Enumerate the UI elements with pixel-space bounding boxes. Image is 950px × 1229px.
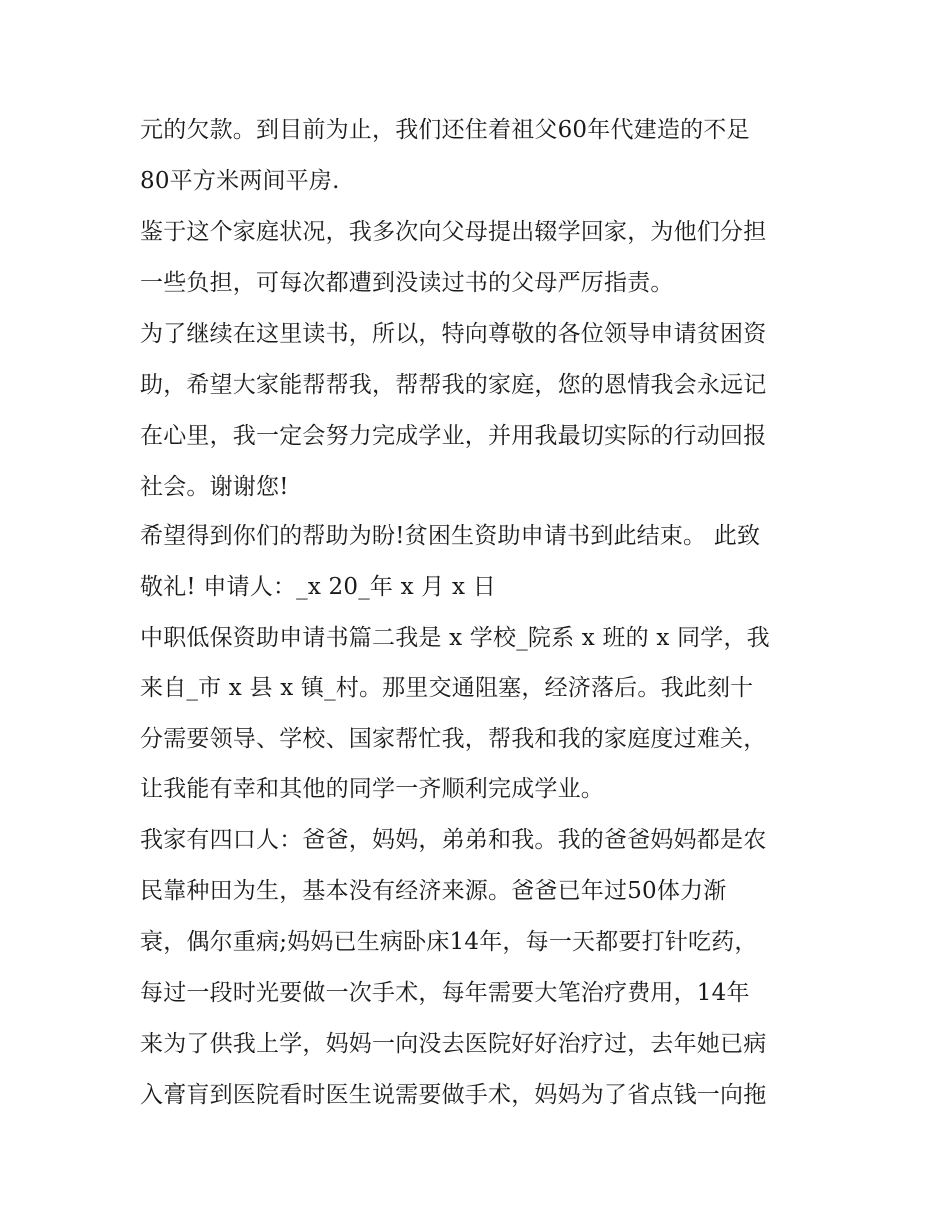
text-line: 我家有四口人：爸爸，妈妈，弟弟和我。我的爸爸妈妈都是农 [140, 827, 767, 853]
text-line: 每过一段时光要做一次手术，每年需要大笔治疗费用，14年 [140, 980, 750, 1006]
text-line: 分需要领导、学校、国家帮忙我，帮我和我的家庭度过难关， [140, 726, 767, 752]
text-line: 敬礼! 申请人：_x 20_年 x 月 x 日 [140, 574, 496, 600]
text-line: 社会。谢谢您! [140, 474, 289, 500]
text-line: 为了继续在这里读书，所以，特向尊敬的各位领导申请贫困资 [140, 321, 767, 347]
text-line: 来为了供我上学，妈妈一向没去医院好好治疗过，去年她已病 [140, 1031, 767, 1057]
text-line: 希望得到你们的帮助为盼!贫困生资助申请书到此结束。 此致 [140, 523, 761, 549]
text-line: 鉴于这个家庭状况，我多次向父母提出辍学回家，为他们分担 [140, 219, 767, 245]
text-line: 一些负担，可每次都遭到没读过书的父母严厉指责。 [140, 270, 674, 296]
text-line: 在心里，我一定会努力完成学业，并用我最切实际的行动回报 [140, 423, 767, 449]
text-line: 衰，偶尔重病;妈妈已生病卧床14年，每一天都要打针吃药， [140, 929, 758, 955]
text-line: 入膏肓到医院看时医生说需要做手术，妈妈为了省点钱一向拖 [140, 1082, 767, 1108]
text-line: 让我能有幸和其他的同学一齐顺利完成学业。 [140, 776, 604, 802]
text-line: 元的欠款。到目前为止，我们还住着祖父60年代建造的不足 [140, 117, 750, 143]
text-line: 民靠种田为生，基本没有经济来源。爸爸已年过50体力渐 [140, 878, 727, 904]
text-line: 80平方米两间平房. [140, 168, 340, 194]
text-line: 来自_市 x 县 x 镇_村。那里交通阻塞，经济落后。我此刻十 [140, 675, 754, 701]
text-line: 助，希望大家能帮帮我，帮帮我的家庭，您的恩情我会永远记 [140, 372, 767, 398]
text-line: 中职低保资助申请书篇二我是 x 学校_院系 x 班的 x 同学，我 [140, 625, 770, 651]
